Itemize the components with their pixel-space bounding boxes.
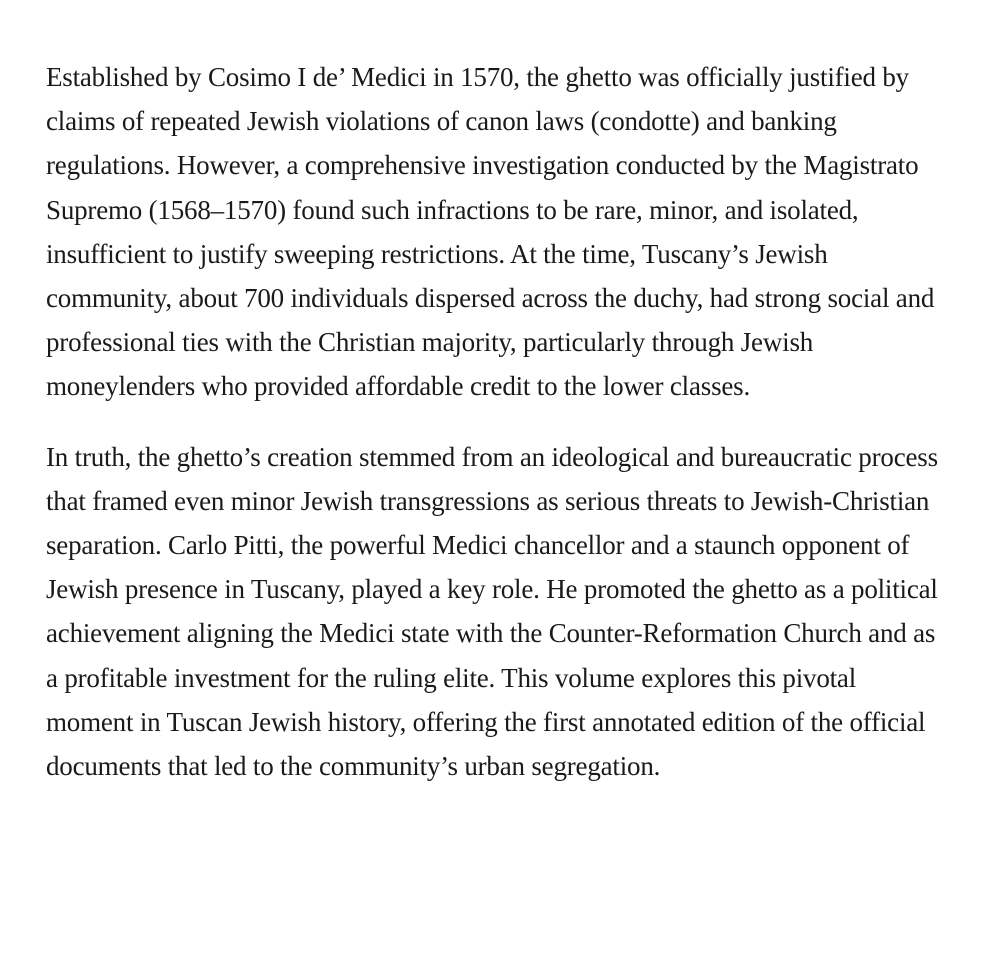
article-body — [46, 55, 946, 788]
paragraph-ghetto-establishment: Established by Cosimo I de’ Medici in 1570, the ghetto was officially justified by claims of repeated Jewish violations of canon laws (condotte) and banking regulations. However, a comprehensive investigation conducted by the Magistrato Supremo (1568–1570) found such infractions to be rare, minor, and isolated, insufficient to justify sweeping restrictions. At the time, Tuscany’s Jewish community, about 700 individuals dispersed across the duchy, had strong social and professional ties with the Christian majority, particularly through Jewish moneylenders who provided affordable credit to the lower classes. — [46, 62, 935, 402]
paragraph-ghetto-ideology: In truth, the ghetto’s creation stemmed from an ideological and bureaucratic process that framed even minor Jewish transgressions as serious threats to Jewish-Christian separation. Carlo Pitti, the powerful Medici chancellor and a staunch opponent of Jewish presence in Tuscany, played a key role. He promoted the ghetto as a political achievement aligning the Medici state with the Counter-Reformation Church and as a profitable investment for the ruling elite. This volume explores this pivotal moment in Tuscan Jewish history, offering the first annotated edition of the official documents that led to the community’s urban segregation. — [46, 441, 938, 782]
